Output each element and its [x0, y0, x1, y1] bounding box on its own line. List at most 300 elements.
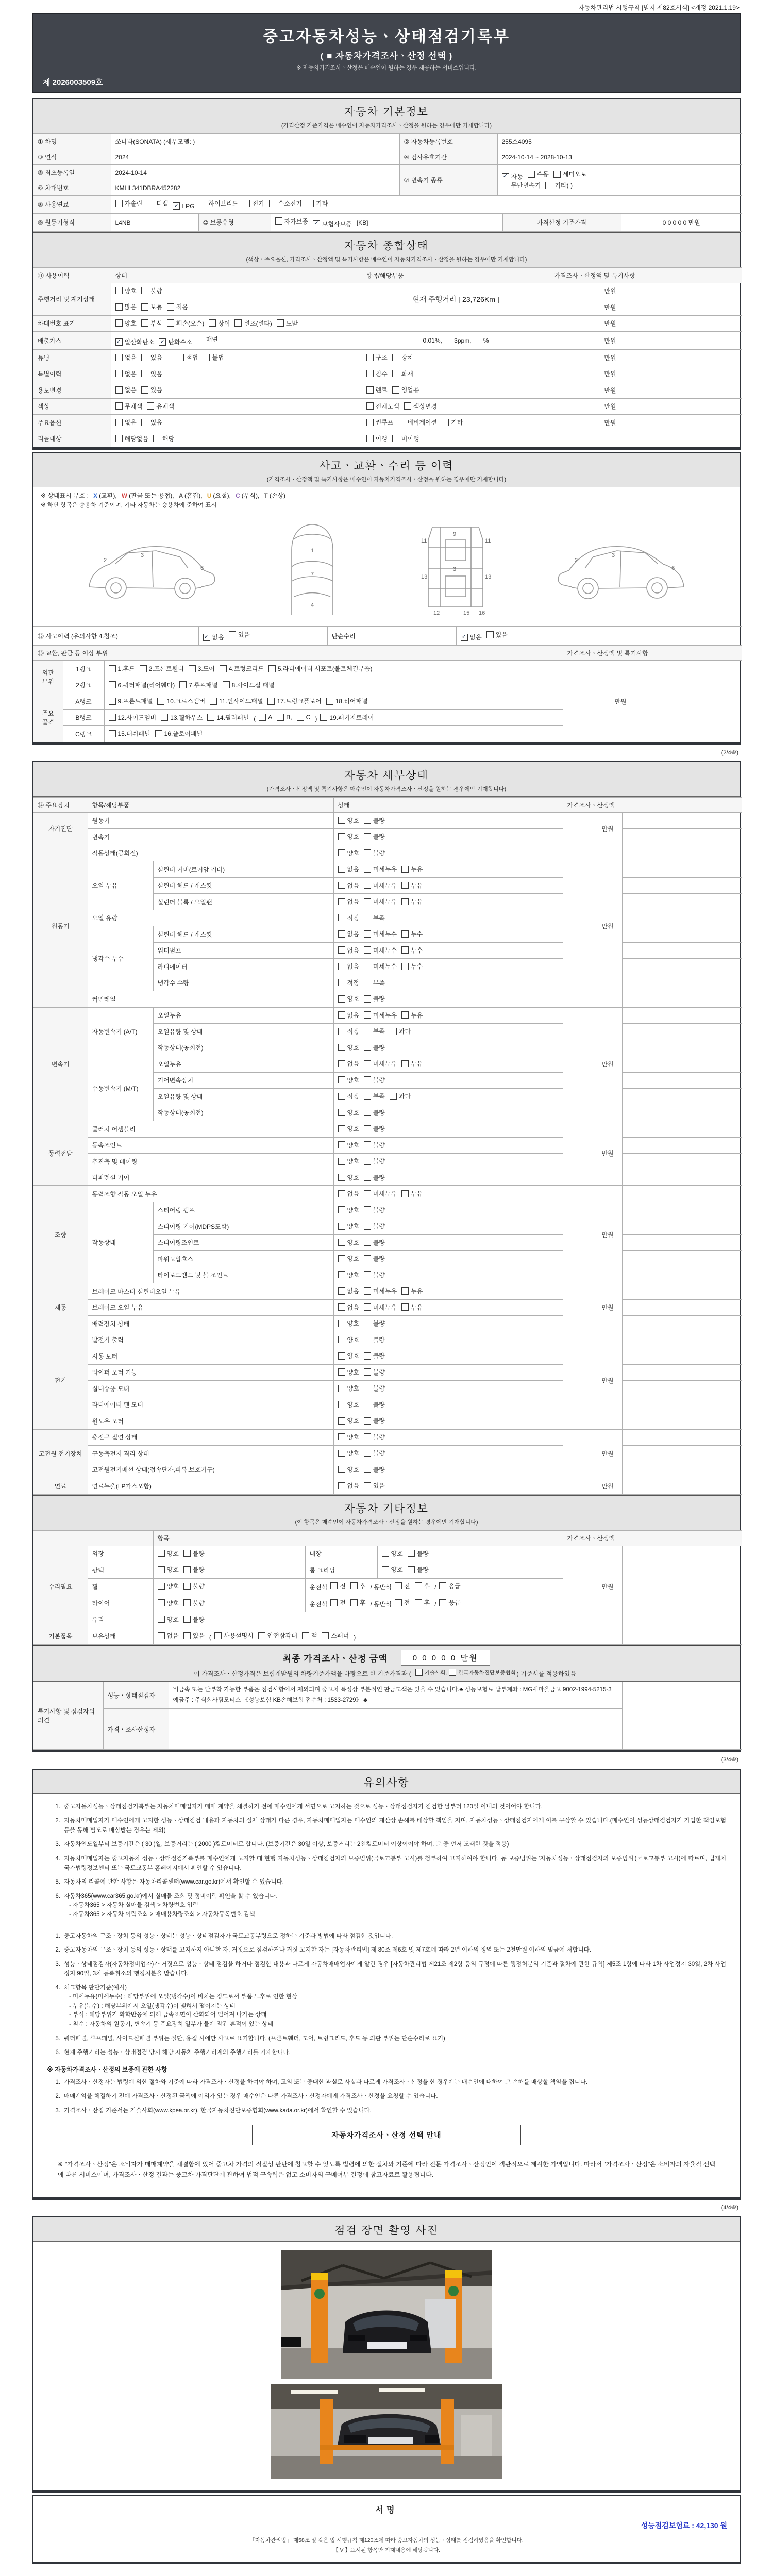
checkbox-label: 양호 [347, 1255, 359, 1262]
checkbox-불량[interactable] [364, 1222, 385, 1230]
label-vin: ⑥ 차대번호 [33, 180, 111, 196]
checkbox-미세누유[interactable] [364, 1011, 397, 1020]
checkbox-불량[interactable] [183, 1615, 205, 1624]
checkbox-불량[interactable] [364, 1238, 385, 1247]
checkbox-미세누유[interactable] [364, 1303, 397, 1312]
checkbox-양호[interactable] [338, 1384, 359, 1393]
state-cell [333, 942, 563, 959]
checkbox-양호[interactable] [338, 1076, 359, 1084]
checkbox-box [364, 1287, 371, 1295]
checkbox-box [243, 200, 250, 207]
checkbox-미이행[interactable] [392, 434, 419, 443]
checkbox-1.후드[interactable] [109, 664, 135, 673]
checkbox-양호[interactable] [115, 286, 137, 295]
checkbox-없음[interactable] [338, 1481, 359, 1490]
checkbox-label: 없음 [347, 930, 359, 938]
checkbox-box [338, 1401, 345, 1408]
checkbox-해당[interactable] [153, 434, 174, 443]
checkbox-box [161, 714, 168, 721]
checkbox-양호[interactable] [338, 1157, 359, 1165]
rank-items [104, 661, 563, 677]
checkbox-이행[interactable] [366, 434, 388, 443]
item-cell [362, 431, 550, 447]
checkbox-스패너[interactable] [322, 1631, 349, 1640]
checkbox-양호[interactable] [338, 832, 359, 841]
checkbox-있음[interactable] [183, 1631, 205, 1640]
checkbox-후[interactable] [415, 1582, 430, 1590]
other-header [33, 1495, 740, 1530]
checkbox-label: 양호 [166, 1599, 179, 1607]
checkbox-box [364, 1109, 371, 1116]
checkbox-세미오토[interactable] [553, 170, 586, 178]
checkbox-있음[interactable] [141, 418, 162, 427]
checkbox-9.프론트패널[interactable] [109, 697, 153, 705]
checkbox-불량[interactable] [364, 1270, 385, 1279]
checkbox-13.휠하우스[interactable] [161, 713, 203, 722]
checkbox-누유[interactable] [401, 865, 423, 873]
checkbox-box [364, 1190, 371, 1197]
checkbox-19.패키지트레이[interactable] [320, 713, 374, 722]
checkbox-썬루프[interactable] [366, 418, 394, 427]
checkbox-미세누수[interactable] [364, 929, 397, 938]
checkbox-양호[interactable] [338, 816, 359, 825]
checkbox-box [338, 1125, 345, 1132]
checkbox-불량[interactable] [364, 1319, 385, 1328]
checkbox-불량[interactable] [364, 1076, 385, 1084]
checkbox-있음[interactable] [486, 630, 508, 639]
checkbox-없음[interactable] [338, 946, 359, 955]
checkbox-불량[interactable] [364, 1384, 385, 1393]
checkbox-label: 적정 [347, 1093, 359, 1100]
checkbox-box: ✓ [159, 338, 166, 346]
checkbox-box [401, 1011, 409, 1019]
checkbox-양호[interactable] [382, 1549, 403, 1558]
checkbox-불량[interactable] [364, 1400, 385, 1409]
checkbox-5.라디에이터 서포트(볼트체결부품)[interactable] [268, 664, 373, 673]
checkbox-있음[interactable] [364, 1481, 385, 1490]
checkbox-없음[interactable] [158, 1631, 179, 1640]
checkbox-양호[interactable] [338, 849, 359, 857]
checkbox-미세누유[interactable] [364, 897, 397, 906]
checkbox-미세누유[interactable] [364, 881, 397, 890]
checkbox-11.인사이드패널[interactable] [210, 697, 263, 705]
checkbox-불량[interactable] [364, 816, 385, 825]
checkbox-미세누유[interactable] [364, 865, 397, 873]
checkbox-label: 누유 [411, 866, 423, 873]
checkbox-label: B, [286, 714, 292, 721]
checkbox-기술사회,[interactable] [415, 1669, 447, 1676]
checkbox-label: 없음 [347, 1060, 359, 1067]
checkbox-불량[interactable] [183, 1599, 205, 1607]
price-cell: 만원 [550, 415, 625, 431]
checkbox-양호[interactable] [158, 1549, 179, 1558]
checkbox-없음[interactable] [338, 881, 359, 890]
checkbox-3.도어[interactable] [189, 664, 215, 673]
checkbox-영업용[interactable] [392, 385, 419, 394]
checkbox-자가보증[interactable] [275, 217, 308, 226]
checkbox-미세누유[interactable] [364, 1286, 397, 1295]
checkbox-수소전기[interactable] [269, 199, 302, 208]
checkbox-10.크로스멤버[interactable] [157, 697, 205, 705]
checkbox-양호[interactable] [338, 1141, 359, 1149]
checkbox-양호[interactable] [158, 1615, 179, 1624]
checkbox-8.사이드실 패널[interactable] [223, 681, 275, 689]
checkbox-label: 3.도어 [197, 665, 215, 672]
checkbox-없음[interactable] [115, 418, 137, 427]
checkbox-적정[interactable] [338, 1092, 359, 1100]
checkbox-18.리어패널[interactable] [326, 697, 368, 705]
checkbox-15.대쉬패널[interactable] [109, 729, 150, 738]
checkbox-box [364, 1125, 371, 1132]
checkbox-전[interactable] [395, 1598, 410, 1607]
notice-item [47, 1960, 726, 1979]
checkbox-불량[interactable] [364, 1173, 385, 1182]
checkbox-없음[interactable] [461, 633, 482, 641]
checkbox-양호[interactable] [338, 1335, 359, 1344]
checkbox-양호[interactable] [338, 1433, 359, 1442]
checkbox-화재[interactable] [392, 369, 413, 378]
legend-desc: (교환), [99, 492, 119, 499]
checkbox-없음[interactable] [338, 1059, 359, 1068]
checkbox-불량[interactable] [364, 1108, 385, 1117]
notice-subline: - 미세누유(미세누수) : 해당부위에 오일(냉각수)이 비치는 정도로서 부품 노후로 인한 현상 [69, 1993, 298, 2000]
checkbox-부족[interactable] [364, 1092, 385, 1100]
checkbox-적법[interactable] [177, 353, 198, 362]
checkbox-label: 누유 [411, 1287, 423, 1295]
checkbox-box [141, 370, 148, 377]
state-cell [111, 431, 362, 447]
checkbox-6.쿼터패널(리어휀다)[interactable] [109, 681, 175, 689]
checkbox-누유[interactable] [401, 897, 423, 906]
checkbox-일산화탄소[interactable] [115, 337, 155, 346]
checkbox-불량[interactable] [364, 1124, 385, 1133]
svg-text:2: 2 [575, 557, 578, 564]
checkbox-14.필러패널[interactable] [207, 713, 249, 722]
checkbox-응급[interactable] [439, 1598, 460, 1607]
checkbox-불량[interactable] [364, 1433, 385, 1442]
checkbox-누유[interactable] [401, 881, 423, 890]
checkbox-box: ✓ [313, 220, 320, 227]
checkbox-없음[interactable] [338, 897, 359, 906]
checkbox-사용설명서[interactable] [214, 1631, 254, 1640]
checkbox-불량[interactable] [183, 1549, 205, 1558]
checkbox-불량[interactable] [364, 1206, 385, 1214]
remark-cell [622, 1381, 742, 1397]
checkbox-양호[interactable] [158, 1599, 179, 1607]
checkbox-양호[interactable] [338, 1449, 359, 1458]
checkbox-2.프론트휀더[interactable] [140, 664, 184, 673]
price-cell: 만원 [550, 283, 625, 299]
label-hold-state: 보유상태 [88, 1628, 153, 1645]
checkbox-불량[interactable] [364, 1368, 385, 1377]
checkbox-구조[interactable] [366, 353, 388, 362]
checkbox-불량[interactable] [364, 1157, 385, 1165]
checkbox-양호[interactable] [338, 1206, 359, 1214]
tire-positions [305, 1595, 563, 1612]
checkbox-적정[interactable] [338, 913, 359, 922]
checkbox-과다[interactable] [390, 1027, 411, 1036]
checkbox-box [207, 714, 214, 721]
other-table [33, 1530, 742, 1645]
checkbox-양호[interactable] [338, 1416, 359, 1425]
checkbox-불량[interactable] [183, 1582, 205, 1590]
checkbox-부족[interactable] [364, 1027, 385, 1036]
legend-desc: (요철), [213, 492, 233, 499]
label-튜닝: 튜닝 [33, 350, 111, 366]
checkbox-양호[interactable] [338, 1254, 359, 1263]
checkbox-누유[interactable] [401, 1189, 423, 1198]
checkbox-16.플로어패널[interactable] [155, 729, 203, 738]
checkbox-있음[interactable] [141, 385, 162, 394]
notice-text: 가격조사ㆍ산정 기준서는 기술사회(www.kpea.or.kr), 한국자동차진단보증협회(www.kada.or.kr)에서 확인할 수 있습니다. [64, 2107, 372, 2114]
checkbox-불량[interactable] [364, 1043, 385, 1052]
checkbox-전체도색[interactable] [366, 402, 399, 411]
checkbox-box: ✓ [203, 634, 210, 641]
checkbox-양호[interactable] [338, 1108, 359, 1117]
checkbox-응급[interactable] [439, 1582, 460, 1590]
state-cell [333, 1024, 563, 1040]
checkbox-box [326, 698, 333, 705]
checkbox-해당없음[interactable] [115, 434, 148, 443]
checkbox-기타[interactable] [307, 199, 328, 208]
checkbox-C[interactable] [297, 714, 311, 721]
checkbox-미세누수[interactable] [364, 962, 397, 971]
remark-cell [622, 829, 742, 845]
checkbox-잭[interactable] [302, 1631, 317, 1640]
checkbox-상이[interactable] [209, 319, 230, 328]
checkbox-과다[interactable] [390, 1092, 411, 1100]
price-cell: 만원 [563, 1121, 622, 1186]
checkbox-있음[interactable] [229, 630, 250, 639]
checkbox-후[interactable] [350, 1582, 366, 1590]
diagram-underbody-view [401, 519, 510, 620]
checkbox-없음[interactable] [338, 929, 359, 938]
checkbox-한국자동차진단보증협회[interactable] [449, 1669, 516, 1676]
checkbox-무단변속기[interactable] [502, 181, 541, 190]
checkbox-부식[interactable] [141, 319, 162, 328]
checkbox-양호[interactable] [338, 1173, 359, 1182]
checkbox-양호[interactable] [338, 1043, 359, 1052]
opinions-table [33, 1682, 742, 1750]
checkbox-box [382, 1550, 389, 1557]
checkbox-양호[interactable] [338, 1351, 359, 1360]
label-fuel: ⑧ 사용연료 [33, 196, 111, 213]
checkbox-box [183, 1599, 191, 1606]
checkbox-양호[interactable] [158, 1565, 179, 1574]
checkbox-네비게이션[interactable] [398, 418, 437, 427]
checkbox-있음[interactable] [141, 353, 162, 362]
checkbox-box [338, 1190, 345, 1197]
checkbox-양호[interactable] [338, 1400, 359, 1409]
checkbox-누유[interactable] [401, 1011, 423, 1020]
checkbox-label: 누수 [411, 963, 423, 970]
checkbox-양호[interactable] [338, 994, 359, 1003]
checkbox-전기[interactable] [243, 199, 264, 208]
checkbox-많음[interactable] [115, 302, 137, 311]
checkbox-미세누유[interactable] [364, 1059, 397, 1068]
checkbox-불량[interactable] [183, 1565, 205, 1574]
checkbox-적음[interactable] [167, 302, 188, 311]
checkbox-누수[interactable] [401, 929, 423, 938]
checkbox-불량[interactable] [364, 1335, 385, 1344]
value-car-name: 쏘나타(SONATA) (세부모델: ) [111, 134, 399, 149]
checkbox-부족[interactable] [364, 913, 385, 922]
notice-subline: - 누유(누수) : 해당부위에서 오일(냉각수)이 맺혀서 떨어지는 상태 [69, 2003, 236, 2009]
svg-text:15: 15 [463, 610, 470, 616]
checkbox-누유[interactable] [401, 1303, 423, 1312]
checkbox-없음[interactable] [115, 353, 137, 362]
checkbox-탄화수소[interactable] [159, 337, 192, 346]
checkbox-전[interactable] [395, 1582, 410, 1590]
label-inspector: 성능ㆍ상태점검자 [103, 1682, 169, 1709]
checkbox-없음[interactable] [338, 962, 359, 971]
checkbox-하이브리드[interactable] [199, 199, 238, 208]
checkbox-없음[interactable] [115, 385, 137, 394]
checkbox-label: 누수 [411, 946, 423, 954]
checkbox-불량[interactable] [364, 1465, 385, 1474]
checkbox-불량[interactable] [364, 849, 385, 857]
checkbox-label: 세미오토 [562, 171, 587, 178]
checkbox-무채색[interactable] [115, 402, 143, 411]
checkbox-box: ✓ [461, 634, 468, 641]
item-cell [362, 350, 550, 366]
checkbox-17.트렁크플로어[interactable] [267, 697, 321, 705]
checkbox-box [338, 1433, 345, 1440]
checkbox-매연[interactable] [197, 335, 218, 344]
checkbox-자동[interactable] [502, 172, 523, 181]
checkbox-누수[interactable] [401, 946, 423, 955]
checkbox-양호[interactable] [382, 1565, 403, 1574]
checkbox-없음[interactable] [115, 369, 137, 378]
checkbox-B,[interactable] [277, 714, 292, 721]
checkbox-label: 네비게이션 [407, 419, 438, 426]
checkbox-미세누수[interactable] [364, 946, 397, 955]
notice-item [47, 1802, 726, 1811]
label-inspection-period: ④ 검사유효기간 [399, 149, 497, 165]
checkbox-없음[interactable] [338, 1011, 359, 1020]
checkbox-기타( )[interactable] [545, 181, 573, 190]
checkbox-양호[interactable] [338, 1270, 359, 1279]
checkbox-양호[interactable] [338, 1124, 359, 1133]
checkbox-보통[interactable] [141, 302, 162, 311]
checkbox-불량[interactable] [408, 1549, 429, 1558]
checkbox-렌트[interactable] [366, 385, 388, 394]
checkbox-불량[interactable] [408, 1565, 429, 1574]
checkbox-양호[interactable] [338, 1319, 359, 1328]
checkbox-도말[interactable] [277, 319, 298, 328]
checkbox-양호[interactable] [338, 1368, 359, 1377]
checkbox-없음[interactable] [203, 633, 224, 641]
group-전기: 전기 [33, 1332, 88, 1429]
checkbox-7.루프패널[interactable] [179, 681, 217, 689]
checkbox-전[interactable] [330, 1582, 346, 1590]
checkbox-불량[interactable] [364, 1416, 385, 1425]
checkbox-불량[interactable] [364, 832, 385, 841]
notice-subline: - 자동차365 > 자동차 이력조회 > 매매용차량조회 > 자동차등록번호 검색 [69, 1911, 255, 1918]
checkbox-침수[interactable] [366, 369, 388, 378]
checkbox-불량[interactable] [364, 1449, 385, 1458]
checkbox-누유[interactable] [401, 1059, 423, 1068]
checkbox-불법[interactable] [203, 353, 224, 362]
checkbox-훼손(오손)[interactable] [167, 319, 204, 328]
checkbox-없음[interactable] [338, 865, 359, 873]
checkbox-수동[interactable] [528, 170, 549, 178]
checkbox-box [115, 386, 123, 394]
notice-number: 5. [55, 1879, 60, 1886]
state-exterior [153, 1546, 305, 1562]
checkbox-가솔린[interactable] [115, 199, 143, 208]
checkbox-양호[interactable] [338, 1238, 359, 1247]
remark-cell [622, 1056, 742, 1073]
checkbox-양호[interactable] [115, 319, 137, 328]
checkbox-적정[interactable] [338, 1027, 359, 1036]
value-vin: KMHL341DBRA452282 [111, 180, 399, 196]
remark-cell [635, 661, 742, 742]
checkbox-불량[interactable] [364, 994, 385, 1003]
checkbox-label: 스패너 [331, 1632, 349, 1639]
checkbox-box [338, 1060, 345, 1067]
checkbox-불량[interactable] [141, 286, 162, 295]
checkbox-box [364, 1368, 371, 1376]
checkbox-label: 불량 [373, 1076, 385, 1084]
checkbox-없음[interactable] [338, 1286, 359, 1295]
price-survey-select-box: 자동차가격조사ㆍ산정 선택 안내 [252, 2125, 521, 2145]
checkbox-label: 수동 [536, 171, 549, 178]
checkbox-있음[interactable] [141, 369, 162, 378]
checkbox-유채색[interactable] [147, 402, 174, 411]
checkbox-누유[interactable] [401, 1286, 423, 1295]
checkbox-4.트렁크리드[interactable] [220, 664, 264, 673]
checkbox-보험사보증[interactable] [313, 219, 352, 228]
checkbox-불량[interactable] [364, 1351, 385, 1360]
checkbox-LPG[interactable] [173, 202, 194, 210]
checkbox-없음[interactable] [338, 1189, 359, 1198]
photo-body [33, 2242, 740, 2490]
checkbox-불량[interactable] [364, 1254, 385, 1263]
checkbox-12.사이드멤버[interactable] [109, 713, 157, 722]
checkbox-부족[interactable] [364, 978, 385, 987]
checkbox-box: ✓ [502, 173, 509, 180]
checkbox-A[interactable] [259, 714, 272, 721]
page-mark-4: (4/4쪽) [721, 2204, 738, 2211]
checkbox-label: 11.인사이드패널 [219, 698, 263, 705]
checkbox-변조(변타)[interactable] [234, 319, 272, 328]
checkbox-디젤[interactable] [147, 199, 168, 208]
checkbox-box [401, 1060, 409, 1067]
price-survey-notice-heading: ※ 자동차가격조사ㆍ산정의 보증에 관한 사항 [47, 2065, 167, 2073]
checkbox-불량[interactable] [364, 1141, 385, 1149]
checkbox-누수[interactable] [401, 962, 423, 971]
checkbox-미세누유[interactable] [364, 1189, 397, 1198]
remark-cell [622, 1121, 742, 1138]
checkbox-안전삼각대[interactable] [258, 1631, 297, 1640]
checkbox-기타[interactable] [442, 418, 463, 427]
checkbox-양호[interactable] [338, 1465, 359, 1474]
checkbox-적정[interactable] [338, 978, 359, 987]
item-cell [362, 415, 550, 431]
checkbox-전[interactable] [330, 1598, 346, 1607]
checkbox-장치[interactable] [392, 353, 413, 362]
checkbox-양호[interactable] [338, 1222, 359, 1230]
item-label: 브레이크 마스터 실린더오일 누유 [88, 1283, 333, 1300]
checkbox-후[interactable] [350, 1598, 366, 1607]
checkbox-label: 불량 [416, 1550, 429, 1557]
checkbox-후[interactable] [415, 1598, 430, 1607]
detail-header [33, 762, 740, 797]
checkbox-색상변경[interactable] [404, 402, 437, 411]
checkbox-없음[interactable] [338, 1303, 359, 1312]
checkbox-양호[interactable] [158, 1582, 179, 1590]
